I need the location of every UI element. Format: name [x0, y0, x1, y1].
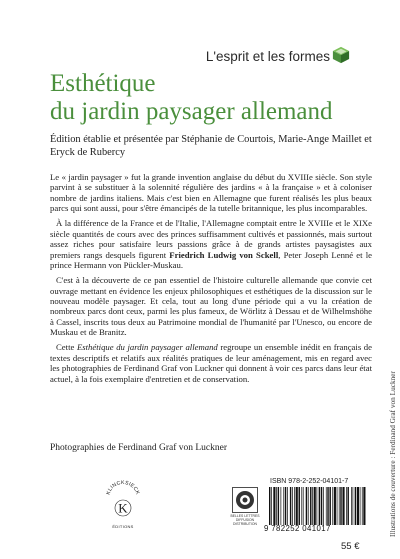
blurb-paragraph-2-start: À la différence de la France et de l'Italie, l'Allemagne comptait entre le XVIIIe et le XIXe siècle quantités de cours avec des princes suffisamment cultivés et passionnés, mais surtout assez riches pour satisfaire leurs passions grâce à de grands artistes paysagistes aux premiers rangs desquels figurent — [50, 218, 372, 260]
blurb-paragraph-1-text: Le « jardin paysager » fut la grande invention anglaise du début du XVIIIe siècle. Son style parvint à se substituer à la solennité régulière des jardins « à la française » et à coloniser nombre de jardins italiens. Mais c'est bien en Allemagne que furent réalisés les plus beaux parcs qui sont aussi, pour s'être émancipés de la tutelle britannique, les plus incomparables. — [50, 172, 372, 214]
barcode-digits: 9 782252 041017 — [264, 524, 331, 533]
price: 55 € — [341, 541, 360, 552]
blurb-paragraph-4-end: regroupe un ensemble inédit en français de textes descriptifs et relatifs aux réalités pratiques de leur aménagement, mis en regard avec les photographies de Ferdinand Graf von Luckner qui donnent à voir ces parcs dans leur état actuel, à la fois exemplaire d'entretien et de conservation. — [50, 342, 372, 384]
blurb-paragraph-3-text: C'est à la découverte de ce pan essentiel de l'histoire culturelle allemande que convie cet ouvrage mettant en évidence les enjeux philosophiques et esthétiques de la discussion sur le nouveau modèle paysager. Et cela, tout au long d'une période qui a vu la création de nombreux parcs dont ceux, parmi les plus fameux, de Wörlitz à Dessau et de Wilhelmshöhe à Cassel, inscrits tous deux au Patrimoine mondial de l'humanité par l'Unesco, ou encore de Muskau et de Branitz. — [50, 275, 372, 338]
barcode — [268, 487, 366, 525]
publisher-mark: K — [118, 500, 128, 516]
title-line-2: du jardin paysager allemand — [50, 98, 333, 125]
book-title — [50, 70, 370, 126]
cube-icon — [332, 46, 350, 64]
publisher-logo — [103, 472, 143, 540]
blurb-title-italic: Esthétique du jardin paysager allemand — [76, 342, 218, 353]
blurb-highlight-sckell: Friedrich Ludwig von Sckell — [169, 249, 279, 260]
blurb-paragraph-2-end: , Peter Joseph Lenné et le prince Hermann von Pückler-Muskau. — [50, 249, 372, 271]
blurb-paragraph-4 — [50, 342, 372, 384]
blurb-paragraph-1 — [50, 172, 372, 214]
editors-credit: Édition établie et présentée par Stéphanie de Courtois, Marie-Ange Maillet et Eryck de Rubercy — [50, 134, 372, 159]
blurb — [50, 172, 372, 389]
photo-credit: Photographies de Ferdinand Graf von Luckner — [50, 443, 228, 453]
distributor-label: BELLES LETTRES DIFFUSION DISTRIBUTION — [230, 514, 260, 526]
blurb-paragraph-4-start: Cette — [56, 342, 77, 353]
cover-illustration-credit: Illustrations de couverture : Ferdinand Graf von Luckner — [388, 371, 397, 537]
distributor-logo — [232, 487, 258, 513]
publisher-sub: ÉDITIONS — [112, 524, 134, 529]
title-line-1: Esthétique — [50, 70, 156, 97]
isbn: ISBN 978-2-252-04101-7 — [270, 478, 349, 485]
blurb-paragraph-2 — [50, 218, 372, 270]
blurb-paragraph-3 — [50, 275, 372, 338]
publisher-name: KLINCKSIECK — [105, 479, 141, 496]
collection-name: L'esprit et les formes — [205, 49, 330, 64]
svg-text:KLINCKSIECK — [105, 480, 140, 496]
